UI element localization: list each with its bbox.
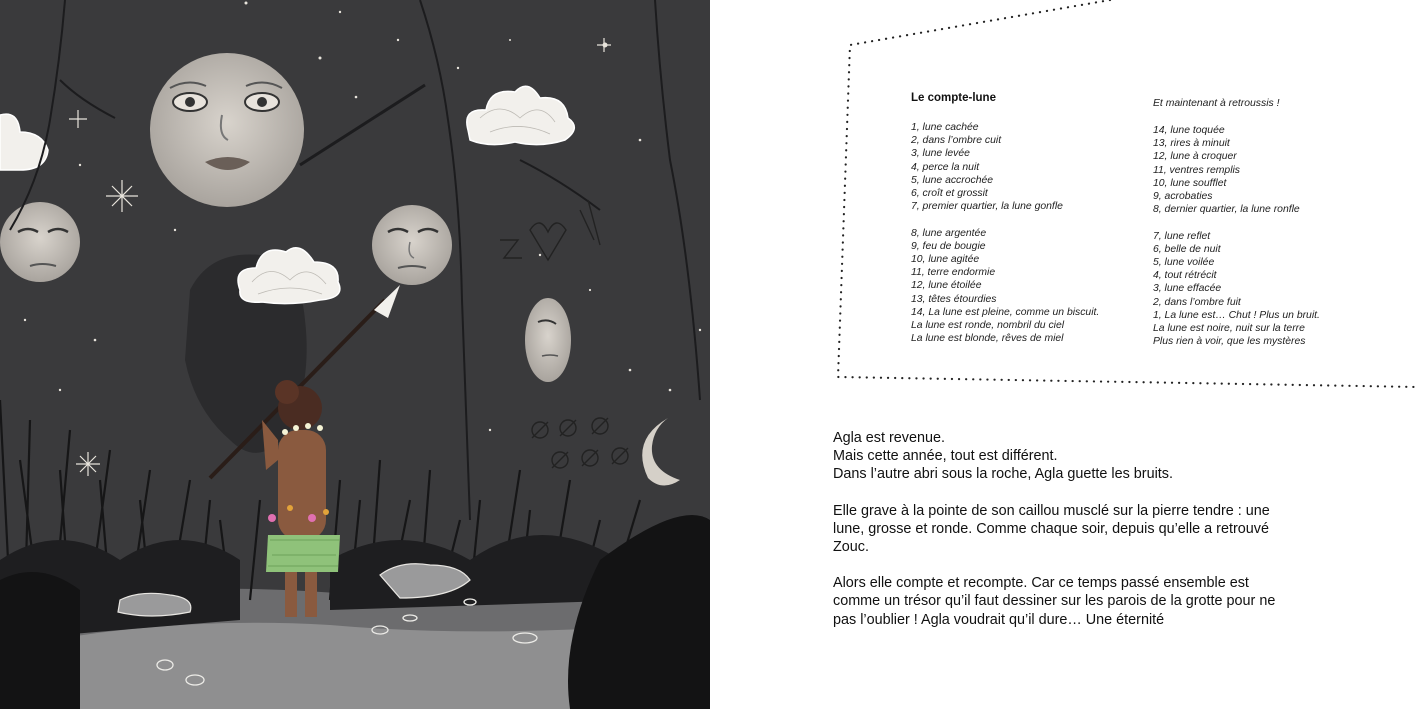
poem-line: 1, La lune est… Chut ! Plus un bruit. (1153, 309, 1320, 321)
story-line: Elle grave à la pointe de son caillou musclé sur la pierre tendre : une (833, 502, 1270, 519)
story-line: Agla est revenue. (833, 430, 945, 446)
poem-line: 4, tout rétrécit (1153, 270, 1217, 282)
poem-line: La lune est noire, nuit sur la terre (1153, 323, 1305, 335)
story-line: Dans l’autre abri sous la roche, Agla guette les bruits. (833, 466, 1173, 483)
poem-line: 8, lune argentée (911, 227, 987, 239)
poem-column-right-heading: Et maintenant à retroussis ! (1153, 98, 1280, 109)
story-line: lune, grosse et ronde. Comme chaque soir, depuis qu’elle a retrouvé (833, 520, 1269, 537)
stanza-gap (911, 213, 1099, 226)
story-line: Alors elle compte et recompte. Car ce temps passé ensemble est (833, 575, 1249, 592)
poem-line: 11, terre endormie (911, 267, 996, 279)
poem-line: 8, dernier quartier, la lune ronfle (1153, 204, 1300, 216)
poem-line: 10, lune soufflet (1153, 177, 1227, 189)
poem-line: 3, lune levée (911, 148, 970, 160)
poem-line: 11, ventres remplis (1153, 164, 1241, 176)
poem-line: 14, La lune est pleine, comme un biscuit. (911, 306, 1100, 318)
poem-line: 7, lune reflet (1153, 230, 1211, 242)
story-line: pas l’oublier ! Agla voudrait qu’il dure… Une éternité (833, 611, 1165, 628)
poem-line: 9, acrobaties (1153, 191, 1213, 203)
story-paragraph (833, 429, 1333, 484)
story-paragraph (833, 502, 1333, 557)
poem-line: 5, lune accrochée (911, 174, 994, 186)
left-moon (0, 202, 80, 282)
poem-line: 5, lune voilée (1153, 257, 1215, 269)
poem-line: 2, dans l’ombre cuit (911, 135, 1002, 147)
poem-column-right (1153, 124, 1320, 348)
poem-column-left (911, 121, 1099, 345)
poem-line: 12, lune étoilée (911, 280, 982, 292)
story-paragraph (833, 574, 1333, 629)
poem-line: 13, têtes étourdies (911, 293, 997, 305)
poem-line: 12, lune à croquer (1153, 151, 1237, 163)
poem-line: 2, dans l’ombre fuit (1153, 296, 1241, 308)
poem-line: 3, lune effacée (1153, 283, 1222, 295)
big-moon (150, 53, 304, 207)
poem-line: 7, premier quartier, la lune gonfle (911, 201, 1063, 213)
stanza-gap (1153, 216, 1320, 229)
poem-line: 6, croît et grossit (911, 188, 988, 200)
poem-line: La lune est blonde, rêves de miel (911, 333, 1064, 345)
poem-line: 13, rires à minuit (1153, 138, 1230, 150)
story-text (833, 429, 1333, 647)
poem-line: 10, lune agitée (911, 254, 980, 266)
poem-title: Le compte-lune (911, 92, 996, 104)
gibbous-moon (525, 298, 571, 382)
story-line: comme un trésor qu’il faut dessiner sur les parois de la grotte pour ne (833, 593, 1276, 610)
poem-line: Plus rien à voir, que les mystères (1153, 336, 1306, 348)
poem-line: 9, feu de bougie (911, 240, 986, 252)
poem-line: 14, lune toquée (1153, 125, 1225, 136)
poem-line: 1, lune cachée (911, 122, 979, 133)
poem-line: 6, belle de nuit (1153, 243, 1221, 255)
poem-line: 4, perce la nuit (911, 161, 980, 173)
medium-moon (372, 205, 452, 285)
story-line: Zouc. (833, 539, 869, 556)
story-line: Mais cette année, tout est différent. (833, 448, 1058, 465)
poem-line: La lune est ronde, nombril du ciel (911, 320, 1065, 332)
